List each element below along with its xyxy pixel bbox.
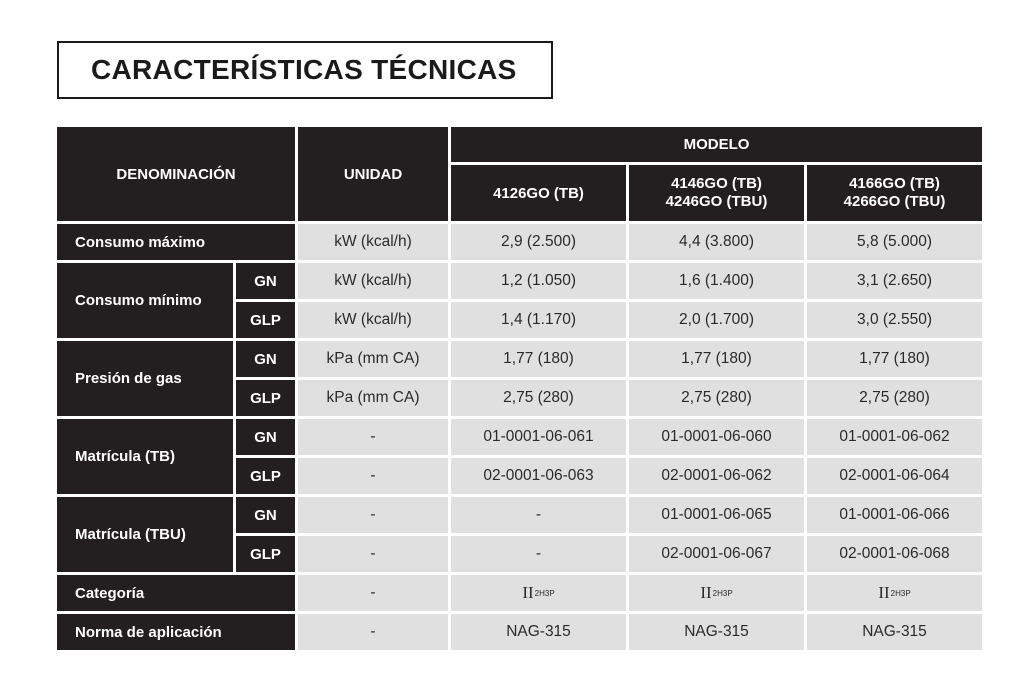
unit-cell: kW (kcal/h) <box>298 224 448 260</box>
sub-label-glp: GLP <box>236 536 295 572</box>
header-model-2 <box>629 165 804 221</box>
header-model-3 <box>807 165 982 221</box>
model-1-name: 4126GO (TB) <box>493 184 584 202</box>
row-label-norma: Norma de aplicación <box>57 614 295 650</box>
sub-label-gn: GN <box>236 341 295 377</box>
row-label-consumo-maximo: Consumo máximo <box>57 224 295 260</box>
value-cell: 01-0001-06-061 <box>451 419 626 455</box>
sub-label-glp: GLP <box>236 302 295 338</box>
unit-cell: kPa (mm CA) <box>298 341 448 377</box>
value-cell: 4,4 (3.800) <box>629 224 804 260</box>
sub-label-glp: GLP <box>236 458 295 494</box>
model-3-name-tbu: 4266GO (TBU) <box>843 193 946 210</box>
unit-cell: - <box>298 458 448 494</box>
unit-cell: kPa (mm CA) <box>298 380 448 416</box>
unit-cell: - <box>298 575 448 611</box>
value-cell: 01-0001-06-066 <box>807 497 982 533</box>
sub-label-gn: GN <box>236 419 295 455</box>
value-cell: - <box>451 536 626 572</box>
value-cell: NAG-315 <box>629 614 804 650</box>
value-cell: 1,77 (180) <box>629 341 804 377</box>
category-subscript: 2H3P <box>712 588 733 598</box>
value-cell: 01-0001-06-062 <box>807 419 982 455</box>
unit-cell: - <box>298 536 448 572</box>
value-cell: 2,9 (2.500) <box>451 224 626 260</box>
header-modelo: MODELO <box>451 127 982 162</box>
unit-cell: - <box>298 614 448 650</box>
category-roman: II <box>522 583 534 602</box>
value-cell: 5,8 (5.000) <box>807 224 982 260</box>
row-label-presion-gas: Presión de gas <box>57 341 233 416</box>
value-cell: 02-0001-06-063 <box>451 458 626 494</box>
value-cell: 2,75 (280) <box>629 380 804 416</box>
title-box <box>57 41 553 99</box>
value-cell: - <box>451 497 626 533</box>
category-roman: II <box>700 583 712 602</box>
value-cell: 02-0001-06-062 <box>629 458 804 494</box>
value-cell: NAG-315 <box>451 614 626 650</box>
value-cell: 02-0001-06-064 <box>807 458 982 494</box>
value-cell: NAG-315 <box>807 614 982 650</box>
model-2-name-tb: 4146GO (TB) <box>671 175 762 192</box>
page-title: CARACTERÍSTICAS TÉCNICAS <box>91 54 517 85</box>
row-label-matricula-tb: Matrícula (TB) <box>57 419 233 494</box>
value-cell: 1,77 (180) <box>807 341 982 377</box>
value-cell: 02-0001-06-067 <box>629 536 804 572</box>
header-model-1 <box>451 165 626 221</box>
value-cell: 2,75 (280) <box>807 380 982 416</box>
value-cell: 3,0 (2.550) <box>807 302 982 338</box>
category-cell <box>807 575 982 611</box>
value-cell: 01-0001-06-065 <box>629 497 804 533</box>
category-cell <box>629 575 804 611</box>
row-label-matricula-tbu: Matrícula (TBU) <box>57 497 233 572</box>
value-cell: 2,75 (280) <box>451 380 626 416</box>
sub-label-gn: GN <box>236 263 295 299</box>
unit-cell: - <box>298 419 448 455</box>
value-cell: 3,1 (2.650) <box>807 263 982 299</box>
unit-cell: - <box>298 497 448 533</box>
specs-table <box>57 127 982 650</box>
sub-label-glp: GLP <box>236 380 295 416</box>
value-cell: 02-0001-06-068 <box>807 536 982 572</box>
model-3-name-tb: 4166GO (TB) <box>849 175 940 192</box>
unit-cell: kW (kcal/h) <box>298 263 448 299</box>
category-cell <box>451 575 626 611</box>
value-cell: 2,0 (1.700) <box>629 302 804 338</box>
header-denominacion: DENOMINACIÓN <box>57 127 295 221</box>
value-cell: 1,6 (1.400) <box>629 263 804 299</box>
header-unidad: UNIDAD <box>298 127 448 221</box>
category-roman: II <box>878 583 890 602</box>
value-cell: 1,4 (1.170) <box>451 302 626 338</box>
model-2-name-tbu: 4246GO (TBU) <box>665 193 768 210</box>
value-cell: 01-0001-06-060 <box>629 419 804 455</box>
category-subscript: 2H3P <box>534 588 555 598</box>
row-label-categoria: Categoría <box>57 575 295 611</box>
unit-cell: kW (kcal/h) <box>298 302 448 338</box>
value-cell: 1,77 (180) <box>451 341 626 377</box>
row-label-consumo-minimo: Consumo mínimo <box>57 263 233 338</box>
sub-label-gn: GN <box>236 497 295 533</box>
value-cell: 1,2 (1.050) <box>451 263 626 299</box>
category-subscript: 2H3P <box>890 588 911 598</box>
